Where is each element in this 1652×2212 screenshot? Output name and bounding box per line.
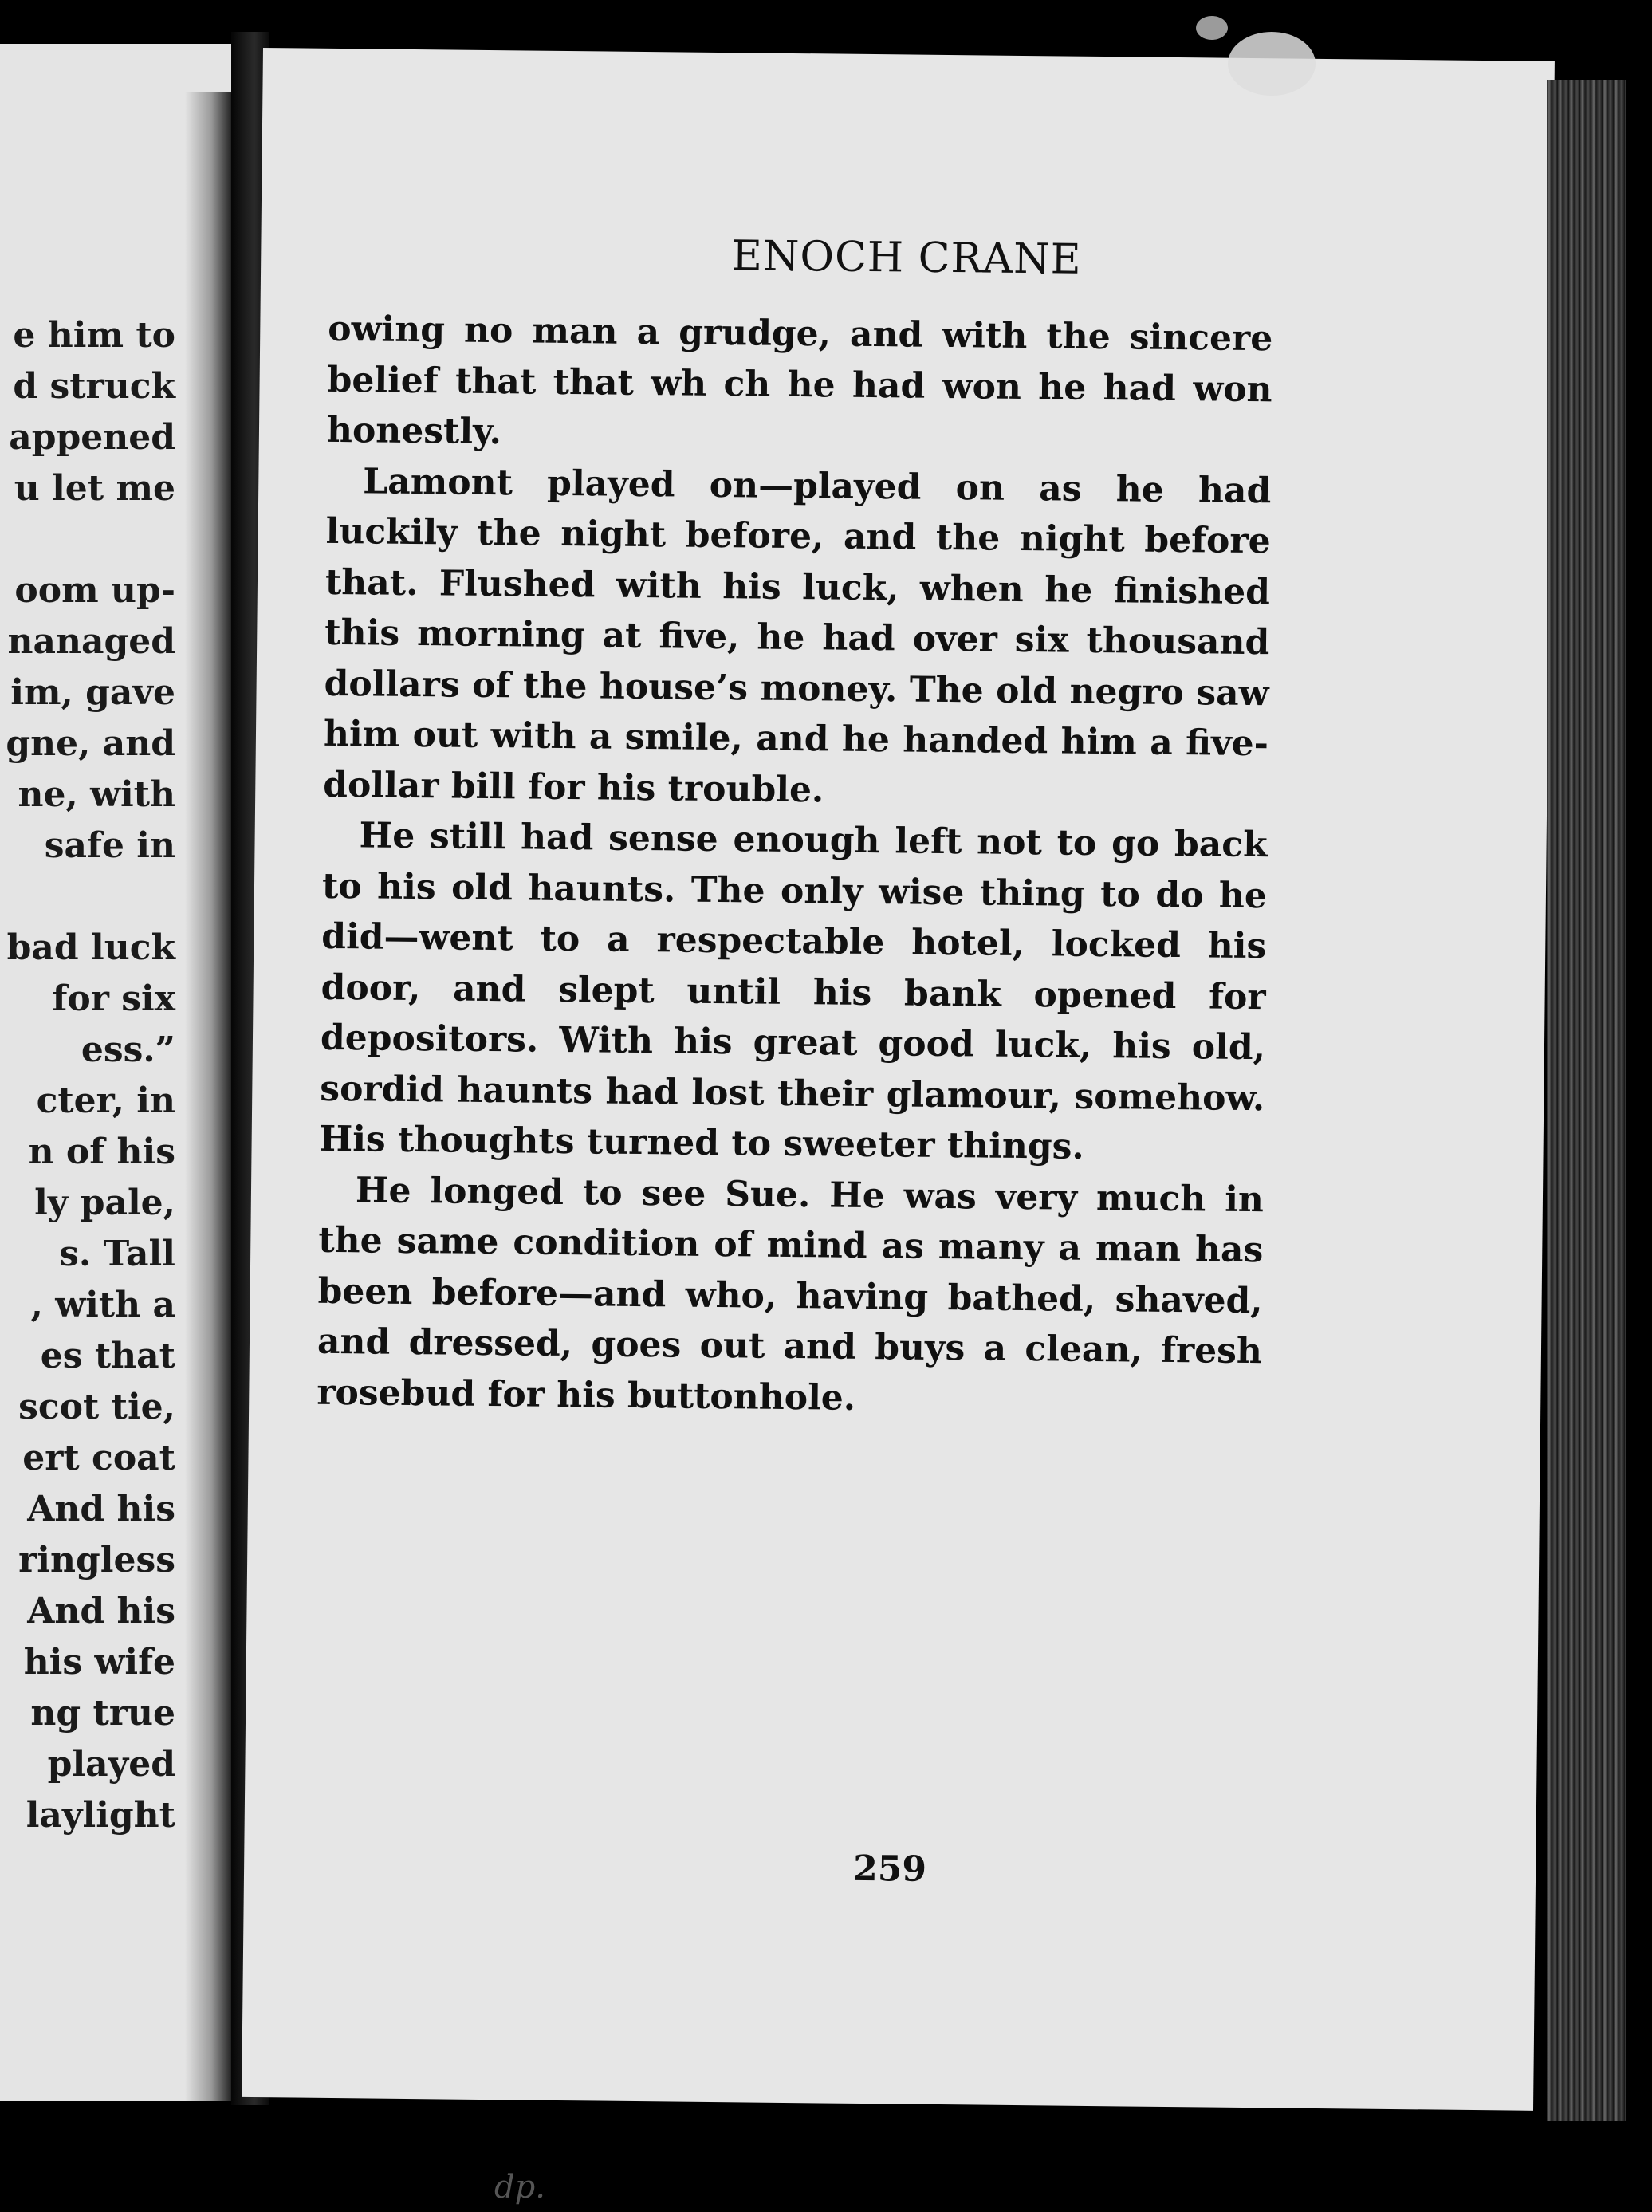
left-page-line: ert coat (22, 1438, 175, 1478)
left-facing-page (0, 44, 236, 2101)
left-page-line: ess.” (81, 1029, 175, 1070)
left-page-line: his wife (23, 1642, 175, 1683)
left-page-line: scot tie, (18, 1387, 175, 1427)
left-page-line: bad luck (6, 927, 175, 968)
left-page-line: nanaged (7, 621, 175, 662)
page-block-edge (1547, 80, 1626, 2121)
paragraph: Lamont played on—played on as he had luckily the night before, and the night before that. Flushed with his luck, when he finished this morning at five, he had over six thousand dollars of the house’s money. The old negro saw him out with a smile, and he handed him a five-dollar bill for his trouble. (323, 460, 1272, 810)
paragraph: He longed to see Sue. He was very much in the same condition of mind as many a man has been before—and who, having bathed, shaved, and dressed, goes out and buys a clean, fresh rosebud for his buttonhole. (317, 1169, 1265, 1419)
left-page-line: u let me (14, 468, 175, 509)
left-page-line: for six (52, 978, 175, 1019)
left-page-line: ng true (30, 1693, 175, 1734)
scan-blemish (1228, 32, 1316, 96)
left-page-line: appened (9, 417, 175, 458)
left-page-line: s. Tall (59, 1234, 175, 1274)
left-page-line: e him to (13, 315, 175, 356)
left-page-line: And his (27, 1489, 175, 1529)
page-number: 259 (852, 1848, 927, 1890)
left-page-line: gne, and (6, 723, 175, 764)
left-page-line: oom up- (14, 570, 175, 611)
left-page-line: ly pale, (34, 1183, 175, 1223)
left-page-line: safe in (44, 825, 175, 866)
right-page (242, 48, 1555, 2111)
left-page-line: ringless (18, 1540, 175, 1580)
left-page-line: cter, in (36, 1080, 175, 1121)
left-page-line: ne, with (18, 774, 175, 815)
paragraph: owing no man a grudge, and with the sincere belief that that wh ch he had won he had won honestly. (326, 308, 1273, 453)
left-page-gutter-shadow (185, 92, 233, 2101)
left-page-line: es that (40, 1336, 175, 1376)
running-head: ENOCH CRANE (731, 232, 1082, 284)
margin-mark: dp. (494, 2169, 545, 2206)
left-page-line: laylight (26, 1795, 175, 1836)
body-text (317, 304, 1273, 1427)
left-page-line: im, gave (10, 672, 175, 713)
left-page-line: d struck (13, 366, 175, 407)
paragraph: He still had sense enough left not to go back to his old haunts. The only wise thing to do he did—went to a respectable hotel, locked his door, and slept until his bank opened for depositors. With his great good luck, his old, sordid haunts had lost their glamour, somehow. His thoughts turned to sweeter things. (319, 815, 1268, 1167)
left-page-line: played (47, 1744, 175, 1785)
left-page-line: , with a (30, 1285, 175, 1325)
scan-blemish (1196, 16, 1228, 40)
left-page-line: n of his (28, 1132, 175, 1172)
left-page-line: And his (27, 1591, 175, 1631)
